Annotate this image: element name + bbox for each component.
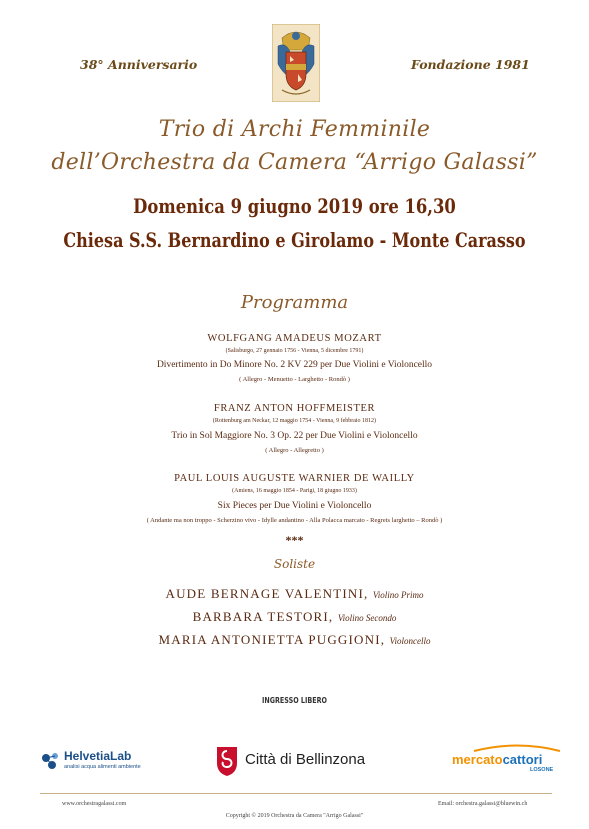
- soloist-instrument: Violino Primo: [372, 590, 424, 600]
- citta-di-bellinzona-logo: [215, 743, 385, 779]
- cattori-word: cattori: [502, 752, 543, 767]
- soloist-name: MARIA ANTONIETTA PUGGIONI,: [158, 632, 386, 647]
- mercato-arc-icon: [472, 744, 562, 752]
- soloist-instrument: Violoncello: [389, 636, 431, 646]
- bellinzona-name: Città di Bellinzona: [245, 751, 366, 768]
- work-title: Six Pieces per Due Violini e Violoncello: [217, 501, 372, 511]
- soloist-name: AUDE BERNAGE VALENTINI,: [165, 586, 369, 601]
- mercato-location: LOSONE: [530, 767, 554, 773]
- program-heading: Programma: [240, 292, 349, 313]
- composer-name: FRANZ ANTON HOFFMEISTER: [213, 403, 376, 414]
- founded-text: Fondazione 1981: [411, 57, 530, 72]
- event-date: Domenica 9 giugno 2019 ore 16,30: [133, 194, 456, 218]
- email-link[interactable]: Email: orchestra.galassi@bluewin.ch: [438, 801, 528, 807]
- ensemble-title-line2: dell’Orchestra da Camera “Arrigo Galassi”: [51, 150, 538, 175]
- soloist-entry: [0, 632, 589, 648]
- free-entry-notice: INGRESSO LIBERO: [262, 696, 327, 705]
- coat-of-arms-crest: [272, 24, 320, 102]
- soloist-instrument: Violino Secondo: [337, 613, 397, 623]
- separator-stars: ***: [285, 533, 304, 547]
- composer-name: WOLFGANG AMADEUS MOZART: [207, 333, 382, 344]
- bellinzona-shield-icon: [215, 745, 239, 777]
- composer-life: (Rottenburg am Neckar, 12 maggio 1754 - Vienna, 9 febbraio 1812): [212, 418, 377, 424]
- work-movements: ( Allegro - Allegretto ): [265, 447, 324, 454]
- mercato-word: mercato: [452, 752, 503, 767]
- composer-life: (Amiens, 16 maggio 1854 - Parigi, 18 giugno 1933): [232, 488, 357, 494]
- soloist-entry: [0, 586, 589, 602]
- composer-life: (Salisburgo, 27 gennaio 1756 - Vienna, 5 dicembre 1791): [225, 348, 364, 354]
- work-title: Trio in Sol Maggiore No. 3 Op. 22 per Due Violini e Violoncello: [171, 431, 418, 441]
- soloist-entry: [0, 609, 589, 625]
- work-movements: ( Allegro - Menuetto - Larghetto - Rondò ): [239, 376, 350, 383]
- website-link[interactable]: www.orchestragalassi.com: [62, 801, 127, 807]
- work-title: Divertimento in Do Minore No. 2 KV 229 per Due Violini e Violoncello: [156, 360, 433, 370]
- ensemble-title-line1: Trio di Archi Femminile: [158, 117, 431, 142]
- mercato-cattori-logo: [452, 744, 582, 774]
- helvetialab-logo: [40, 748, 160, 774]
- soloists-heading: Soliste: [273, 557, 316, 571]
- anniversary-text: 38° Anniversario: [80, 57, 198, 72]
- copyright-notice: Copyright © 2019 Orchestra da Camera "Arrigo Galassi": [225, 813, 364, 819]
- work-movements: ( Andante ma non troppo - Scherzino vivo - Idylle andantino - Alla Polacca marcato - Regrets larghetto – Rondò ): [146, 517, 443, 524]
- composer-name: PAUL LOUIS AUGUSTE WARNIER DE WAILLY: [174, 473, 415, 484]
- event-venue: Chiesa S.S. Bernardino e Girolamo - Monte Carasso: [63, 228, 526, 252]
- footer-divider: [40, 793, 552, 794]
- helvetialab-tagline: analisi acqua alimenti ambiente: [64, 764, 141, 770]
- helvetialab-name: HelvetiaLab: [64, 749, 132, 763]
- helvetialab-molecule-icon: [40, 750, 62, 772]
- soloist-name: BARBARA TESTORI,: [192, 609, 334, 624]
